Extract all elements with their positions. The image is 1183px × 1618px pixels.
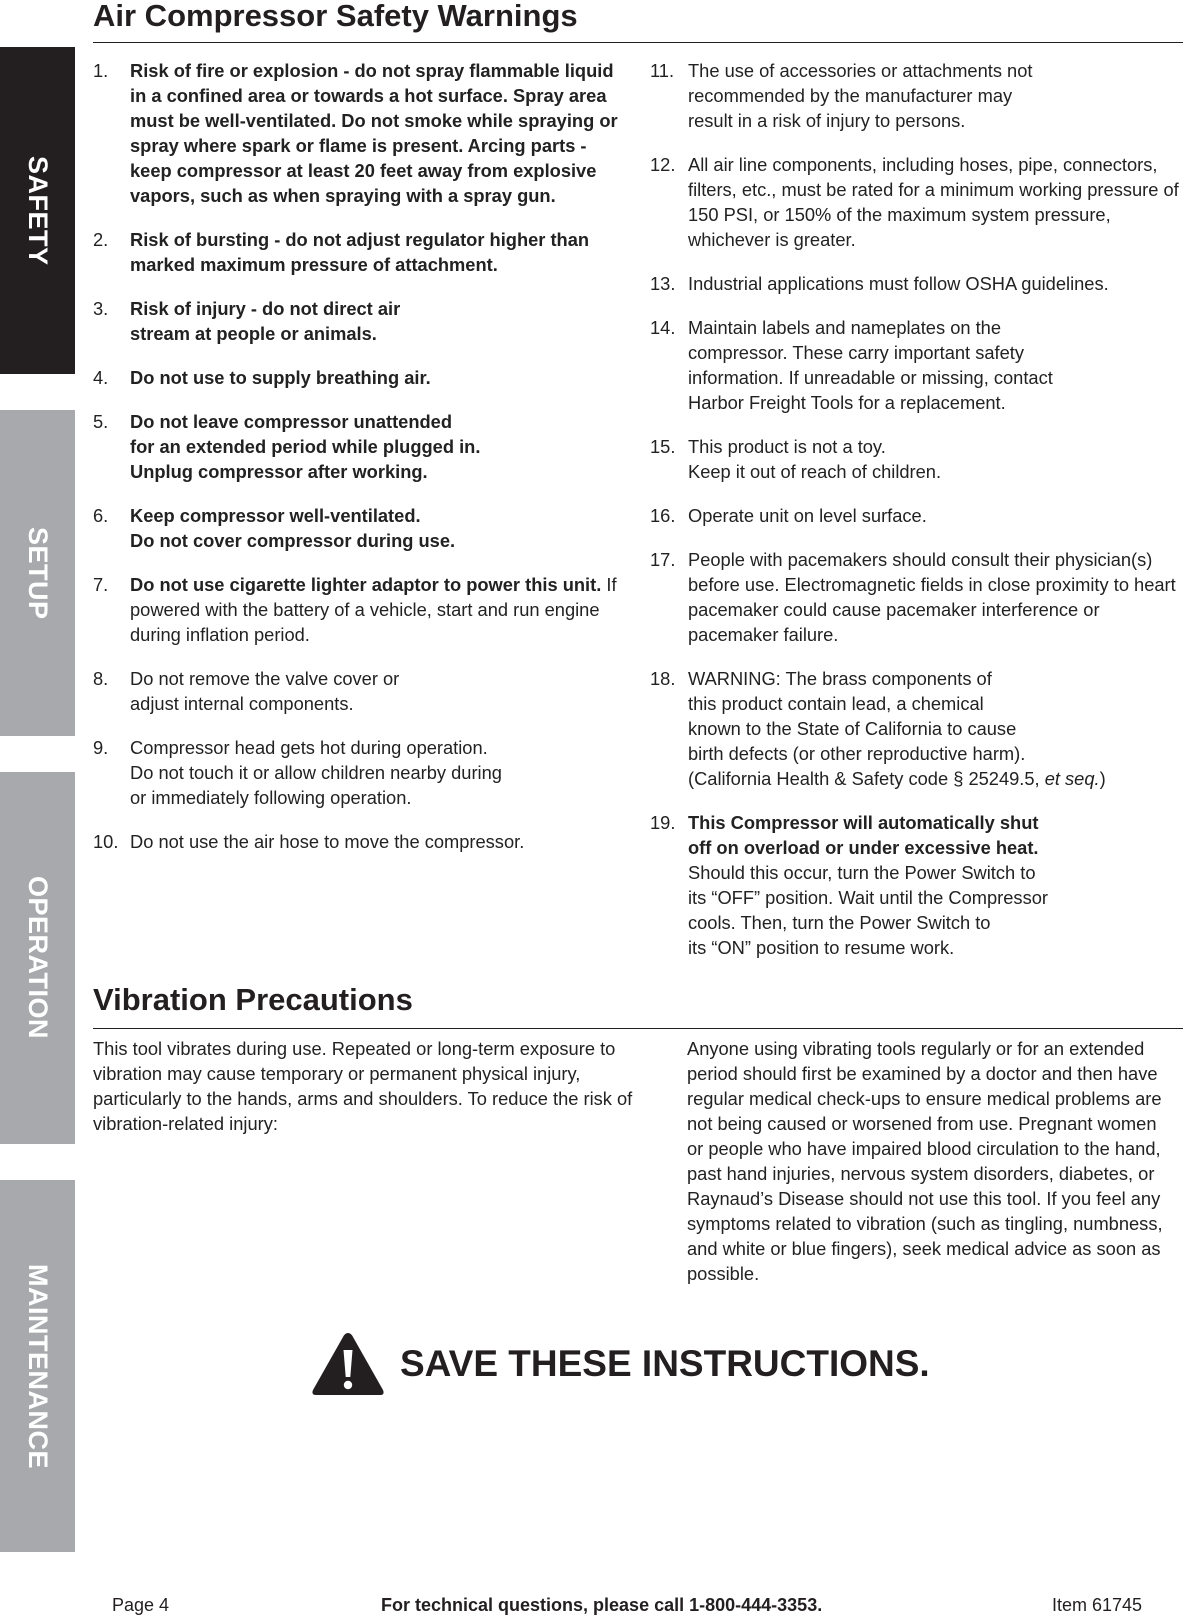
- tab-operation[interactable]: [0, 772, 75, 1144]
- warning-text-part: et seq.: [1044, 768, 1100, 789]
- warning-number: 11.: [650, 60, 675, 81]
- warning-text-part: Should this occur, turn the Power Switch to its “OFF” position. Wait until the Compressor cools. Then, turn the Power Switch to its “ON” position to resume work.: [688, 862, 1048, 958]
- warning-number: 5.: [93, 411, 109, 432]
- safety-warning-item: [93, 365, 633, 390]
- tab-setup[interactable]: [0, 410, 75, 736]
- warning-text: [688, 315, 1180, 415]
- safety-warning-item: [93, 503, 633, 553]
- item-number: Item 61745: [1052, 1595, 1143, 1615]
- warning-text-part: All air line components, including hoses, pipe, connectors, filters, etc., must be rated for a minimum working pressure of 150 PSI, or 150% of the maximum system pressure, whichever is greater.: [688, 154, 1179, 250]
- warning-text: [688, 58, 1180, 133]
- warning-text: [130, 503, 633, 553]
- safety-warning-item: [650, 503, 1180, 528]
- vibration-title-divider: [93, 1028, 1183, 1029]
- safety-warning-item: [93, 735, 633, 810]
- safety-warning-item: [93, 296, 633, 346]
- warning-number: 19.: [650, 812, 676, 833]
- safety-warning-item: [93, 829, 633, 854]
- warning-text-part: Industrial applications must follow OSHA guidelines.: [688, 273, 1109, 294]
- save-instructions-banner: [310, 1330, 930, 1398]
- warning-number: 12.: [650, 154, 676, 175]
- warning-number: 18.: [650, 668, 676, 689]
- safety-warning-item: [93, 58, 633, 208]
- safety-warnings-list-right: [650, 58, 1180, 979]
- warning-text-part: Maintain labels and nameplates on the compressor. These carry important safety information. If unreadable or missing, contact Harbor Freight Tools for a replacement.: [688, 317, 1053, 413]
- safety-warning-item: [650, 315, 1180, 415]
- warning-number: 3.: [93, 298, 109, 319]
- warning-text: [688, 271, 1180, 296]
- tab-setup-label: SETUP: [23, 526, 53, 620]
- warning-text-part: Do not use cigarette lighter adaptor to power this unit.: [130, 574, 602, 595]
- warning-number: 15.: [650, 436, 676, 457]
- technical-contact-line: For technical questions, please call 1-800-444-3353.: [381, 1595, 823, 1615]
- warning-text: [130, 409, 633, 484]
- warning-text-part: Do not use the air hose to move the compressor.: [130, 831, 525, 852]
- vibration-advice-text: Anyone using vibrating tools regularly or for an extended period should first be examined by a doctor and then have regular medical check-ups to ensure medical problems are not being caused or worsened from use. Pregnant women or people who have impaired blood circulation to the hand, past hand injuries, nervous system disorders, diabetes, or Raynaud’s Disease should not use this tool. If you feel any symptoms related to vibration (such as tingling, numbness, and white or blue fingers), seek medical advice as soon as possible.: [687, 1038, 1163, 1284]
- tab-safety[interactable]: [0, 47, 75, 374]
- warning-text: [688, 152, 1180, 252]
- safety-warning-item: [650, 271, 1180, 296]
- warning-text-part: This Compressor will automatically shut off on overload or under excessive heat.: [688, 812, 1039, 858]
- warning-number: 8.: [93, 668, 109, 689]
- tab-maintenance-label: MAINTENANCE: [23, 1263, 53, 1469]
- warning-text-part: Compressor head gets hot during operation. Do not touch it or allow children nearby during or immediately following operation.: [130, 737, 502, 808]
- warning-text: [130, 572, 633, 647]
- warning-text: [130, 365, 633, 390]
- warning-number: 4.: [93, 367, 109, 388]
- tab-operation-label: OPERATION: [23, 876, 53, 1040]
- warning-number: 2.: [93, 229, 109, 250]
- safety-warning-item: [650, 58, 1180, 133]
- vibration-intro-text: This tool vibrates during use. Repeated or long-term exposure to vibration may cause temporary or permanent physical injury, particularly to the hands, arms and shoulders. To reduce the risk of vibration-related injury:: [93, 1038, 633, 1134]
- warning-text: [130, 58, 633, 208]
- safety-warning-item: [650, 666, 1180, 791]
- warning-text: [130, 735, 633, 810]
- warning-text-part: Keep compressor well-ventilated. Do not cover compressor during use.: [130, 505, 456, 551]
- warning-text-part: If powered with the battery of a vehicle, start and run engine during inflation period.: [130, 574, 617, 645]
- warning-text: [688, 810, 1180, 960]
- warning-triangle-icon: [310, 1330, 386, 1398]
- warning-text-part: This product is not a toy. Keep it out of reach of children.: [688, 436, 942, 482]
- warning-text: [688, 503, 1180, 528]
- warning-number: 17.: [650, 549, 676, 570]
- warning-text: [130, 666, 633, 716]
- safety-warning-item: [650, 152, 1180, 252]
- safety-section-title: Air Compressor Safety Warnings: [93, 0, 578, 33]
- warning-text-part: People with pacemakers should consult their physician(s) before use. Electromagnetic fields in close proximity to heart pacemaker could cause pacemaker interference or pacemaker failure.: [688, 549, 1176, 645]
- page-number: Page 4: [112, 1595, 170, 1615]
- warning-text-part: ): [1099, 768, 1106, 789]
- warning-text-part: Risk of injury - do not direct air stream at people or animals.: [130, 298, 401, 344]
- warning-text: [688, 434, 1180, 484]
- warning-number: 10.: [93, 831, 119, 852]
- warning-text-part: Do not leave compressor unattended for an extended period while plugged in. Unplug compressor after working.: [130, 411, 481, 482]
- safety-warnings-list-left: [93, 58, 633, 873]
- warning-text: [688, 547, 1180, 647]
- warning-number: 14.: [650, 317, 676, 338]
- warning-text-part: Risk of fire or explosion - do not spray flammable liquid in a confined area or towards a hot surface. Spray area must be well-ventilated. Do not smoke while spraying or spray where spark or flame is present. Arcing parts - keep compressor at least 20 feet away from explosive vapors, such as when spraying with a spray gun.: [130, 60, 618, 206]
- safety-warning-item: [650, 434, 1180, 484]
- safety-warning-item: [650, 810, 1180, 960]
- safety-title-divider: [93, 42, 1183, 43]
- warning-number: 7.: [93, 574, 109, 595]
- warning-text-part: WARNING: The brass components of this product contain lead, a chemical known to the State of California to cause birth defects (or other reproductive harm). (California Health & Safety code § 25249.5,: [688, 668, 1040, 789]
- warning-number: 16.: [650, 505, 676, 526]
- safety-warning-item: [650, 547, 1180, 647]
- warning-text-part: The use of accessories or attachments not recommended by the manufacturer may result in a risk of injury to persons.: [688, 60, 1033, 131]
- warning-text: [130, 296, 633, 346]
- warning-number: 13.: [650, 273, 676, 294]
- vibration-section-title: Vibration Precautions: [93, 982, 413, 1017]
- save-instructions-text: SAVE THESE INSTRUCTIONS.: [400, 1343, 930, 1384]
- safety-warning-item: [93, 409, 633, 484]
- warning-text-part: Do not remove the valve cover or adjust internal components.: [130, 668, 400, 714]
- warning-text-part: Do not use to supply breathing air.: [130, 367, 431, 388]
- safety-warning-item: [93, 572, 633, 647]
- warning-number: 9.: [93, 737, 109, 758]
- warning-text: [688, 666, 1180, 791]
- tab-safety-label: SAFETY: [23, 155, 53, 266]
- safety-warning-item: [93, 666, 633, 716]
- warning-number: 1.: [93, 60, 109, 81]
- warning-text: [130, 227, 633, 277]
- tab-maintenance[interactable]: [0, 1180, 75, 1552]
- warning-text-part: Operate unit on level surface.: [688, 505, 927, 526]
- warning-text: [130, 829, 633, 854]
- safety-warning-item: [93, 227, 633, 277]
- warning-text-part: Risk of bursting - do not adjust regulator higher than marked maximum pressure of attachment.: [130, 229, 590, 275]
- warning-number: 6.: [93, 505, 109, 526]
